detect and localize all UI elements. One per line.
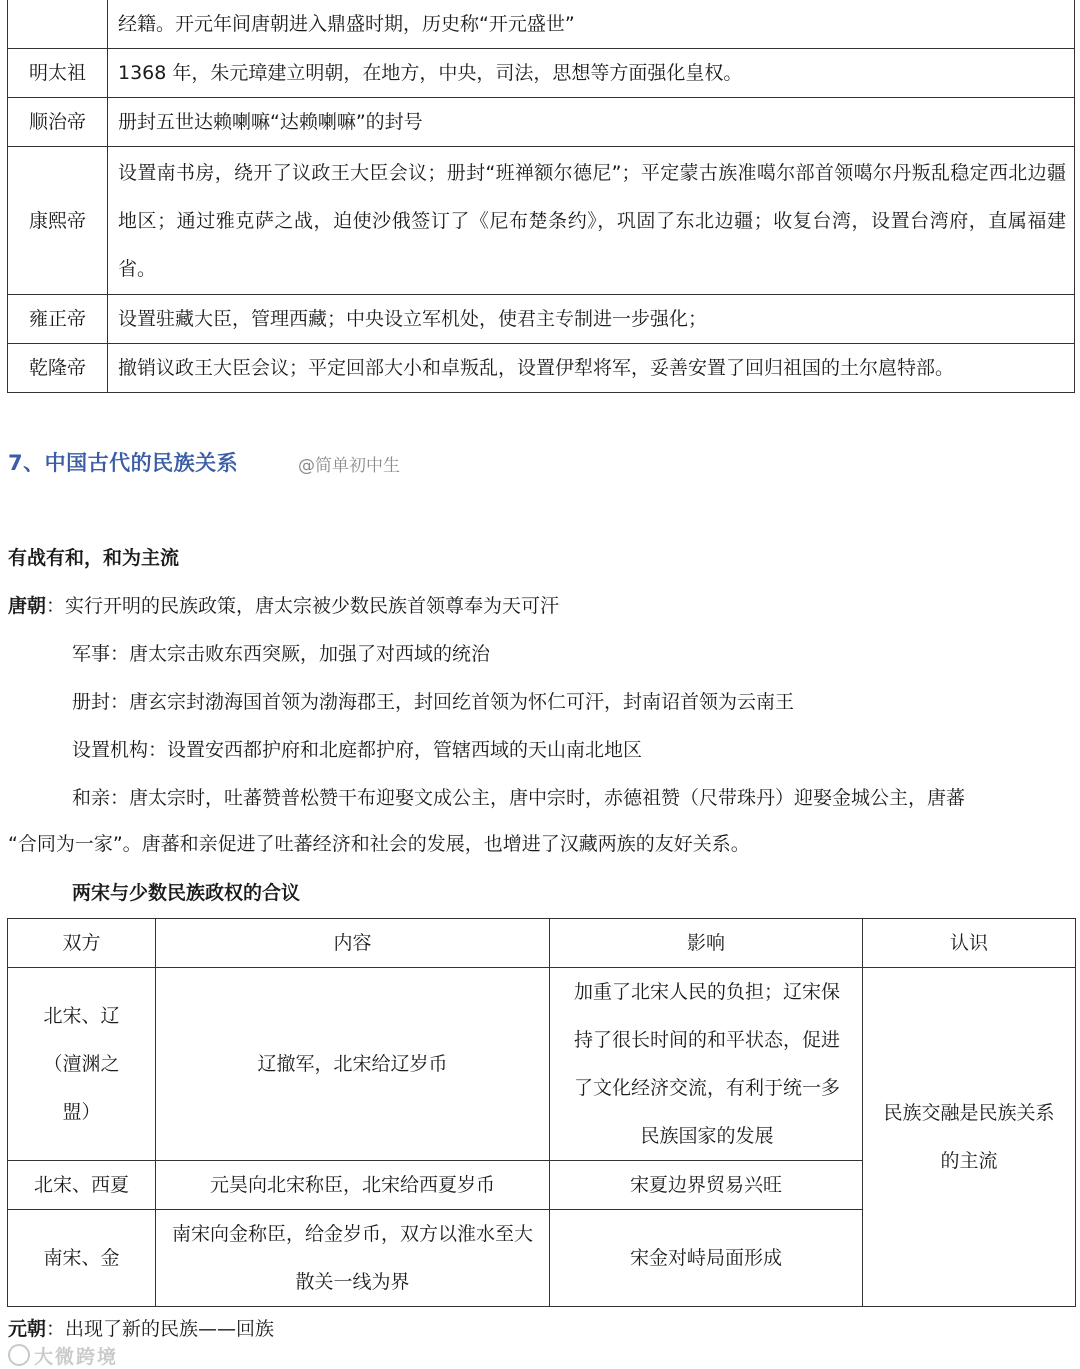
emperor-desc-cell: 撤销议政王大臣会议；平定回部大小和卓叛乱，设置伊犁将军，妥善安置了回归祖国的土尔扈特部。: [108, 344, 1075, 393]
tang-text: ：实行开明的民族政策，唐太宗被少数民族首领尊奉为天可汗: [46, 595, 560, 617]
table-row: [8, 0, 1075, 49]
table-row: [8, 98, 1075, 147]
table-header-row: [8, 919, 1076, 968]
institution-paragraph: 设置机构：设置安西都护府和北庭都护府，管辖西域的天山南北地区: [72, 739, 643, 761]
emperor-desc-cell: 1368 年，朱元璋建立明朝，在地方，中央，司法，思想等方面强化皇权。: [108, 49, 1075, 98]
content-cell: 元昊向北宋称臣，北宋给西夏岁币: [156, 1161, 550, 1210]
impact-cell: 宋夏边界贸易兴旺: [550, 1161, 863, 1210]
emperor-name-cell: 乾隆帝: [8, 344, 108, 393]
emperor-policy-table: [7, 0, 1075, 393]
yuan-label: 元朝: [8, 1318, 47, 1340]
author-watermark: @简单初中生: [298, 456, 400, 476]
emperor-name-cell: [8, 0, 108, 49]
recognition-cell: 民族交融是民族关系的主流: [863, 968, 1076, 1307]
yuan-paragraph: [8, 1317, 274, 1341]
table-row: [8, 295, 1075, 344]
emperor-desc-cell: 册封五世达赖喇嘛“达赖喇嘛”的封号: [108, 98, 1075, 147]
table-row: [8, 968, 1076, 1161]
enfeoff-paragraph: 册封：唐玄宗封渤海国首领为渤海郡王，封回纥首领为怀仁可汗，封南诏首领为云南王: [72, 691, 795, 713]
content-cell: 辽撤军，北宋给辽岁币: [156, 968, 550, 1161]
header-parties: 双方: [8, 919, 156, 968]
song-treaty-table: [7, 918, 1076, 1307]
emperor-name-cell: 康熙帝: [8, 147, 108, 295]
parties-cell: 南宋、金: [8, 1210, 156, 1307]
brand-watermark-text: 大微跨境: [34, 1346, 119, 1368]
treaty-heading: 两宋与少数民族政权的合议: [72, 882, 301, 904]
theme-heading: 有战有和，和为主流: [8, 547, 180, 569]
table-row: [8, 344, 1075, 393]
parties-cell: 北宋、西夏: [8, 1161, 156, 1210]
emperor-desc-cell: 经籍。开元年间唐朝进入鼎盛时期，历史称“开元盛世”: [108, 0, 1075, 49]
impact-cell: 宋金对峙局面形成: [550, 1210, 863, 1307]
section-title: 7、中国古代的民族关系: [8, 451, 239, 475]
emperor-desc-cell: 设置南书房，绕开了议政王大臣会议；册封“班禅额尔德尼”；平定蒙古族准噶尔部首领噶尔丹叛乱稳定西北边疆地区；通过雅克萨之战，迫使沙俄签订了《尼布楚条约》，巩固了东北边疆；收复台湾，设置台湾府，直属福建省。: [108, 147, 1075, 295]
emperor-name-cell: 顺治帝: [8, 98, 108, 147]
emperor-desc-cell: 设置驻藏大臣，管理西藏；中央设立军机处，使君主专制进一步强化；: [108, 295, 1075, 344]
emperor-name-cell: 雍正帝: [8, 295, 108, 344]
yuan-text: ：出现了新的民族——回族: [46, 1318, 275, 1340]
table-row: [8, 49, 1075, 98]
brand-watermark: [8, 1342, 118, 1369]
emperor-name-cell: 明太祖: [8, 49, 108, 98]
content-cell: 南宋向金称臣，给金岁币，双方以淮水至大散关一线为界: [156, 1210, 550, 1307]
header-content: 内容: [156, 919, 550, 968]
table-row: [8, 147, 1075, 295]
military-paragraph: 军事：唐太宗击败东西突厥，加强了对西域的统治: [72, 643, 491, 665]
tang-paragraph: [8, 594, 559, 618]
tang-label: 唐朝: [8, 595, 47, 617]
brand-logo-icon: [8, 1344, 30, 1366]
header-recognition: 认识: [863, 919, 1076, 968]
heqin-paragraph-line2: “合同为一家”。唐蕃和亲促进了吐蕃经济和社会的发展，也增进了汉藏两族的友好关系。: [8, 833, 750, 855]
header-impact: 影响: [550, 919, 863, 968]
heqin-paragraph-line1: 和亲：唐太宗时，吐蕃赞普松赞干布迎娶文成公主，唐中宗时，赤德祖赞（尺带珠丹）迎娶金城公主，唐蕃: [72, 787, 966, 809]
parties-cell: 北宋、辽（澶渊之盟）: [8, 968, 156, 1161]
impact-cell: 加重了北宋人民的负担；辽宋保持了很长时间的和平状态，促进了文化经济交流，有利于统一多民族国家的发展: [550, 968, 863, 1161]
